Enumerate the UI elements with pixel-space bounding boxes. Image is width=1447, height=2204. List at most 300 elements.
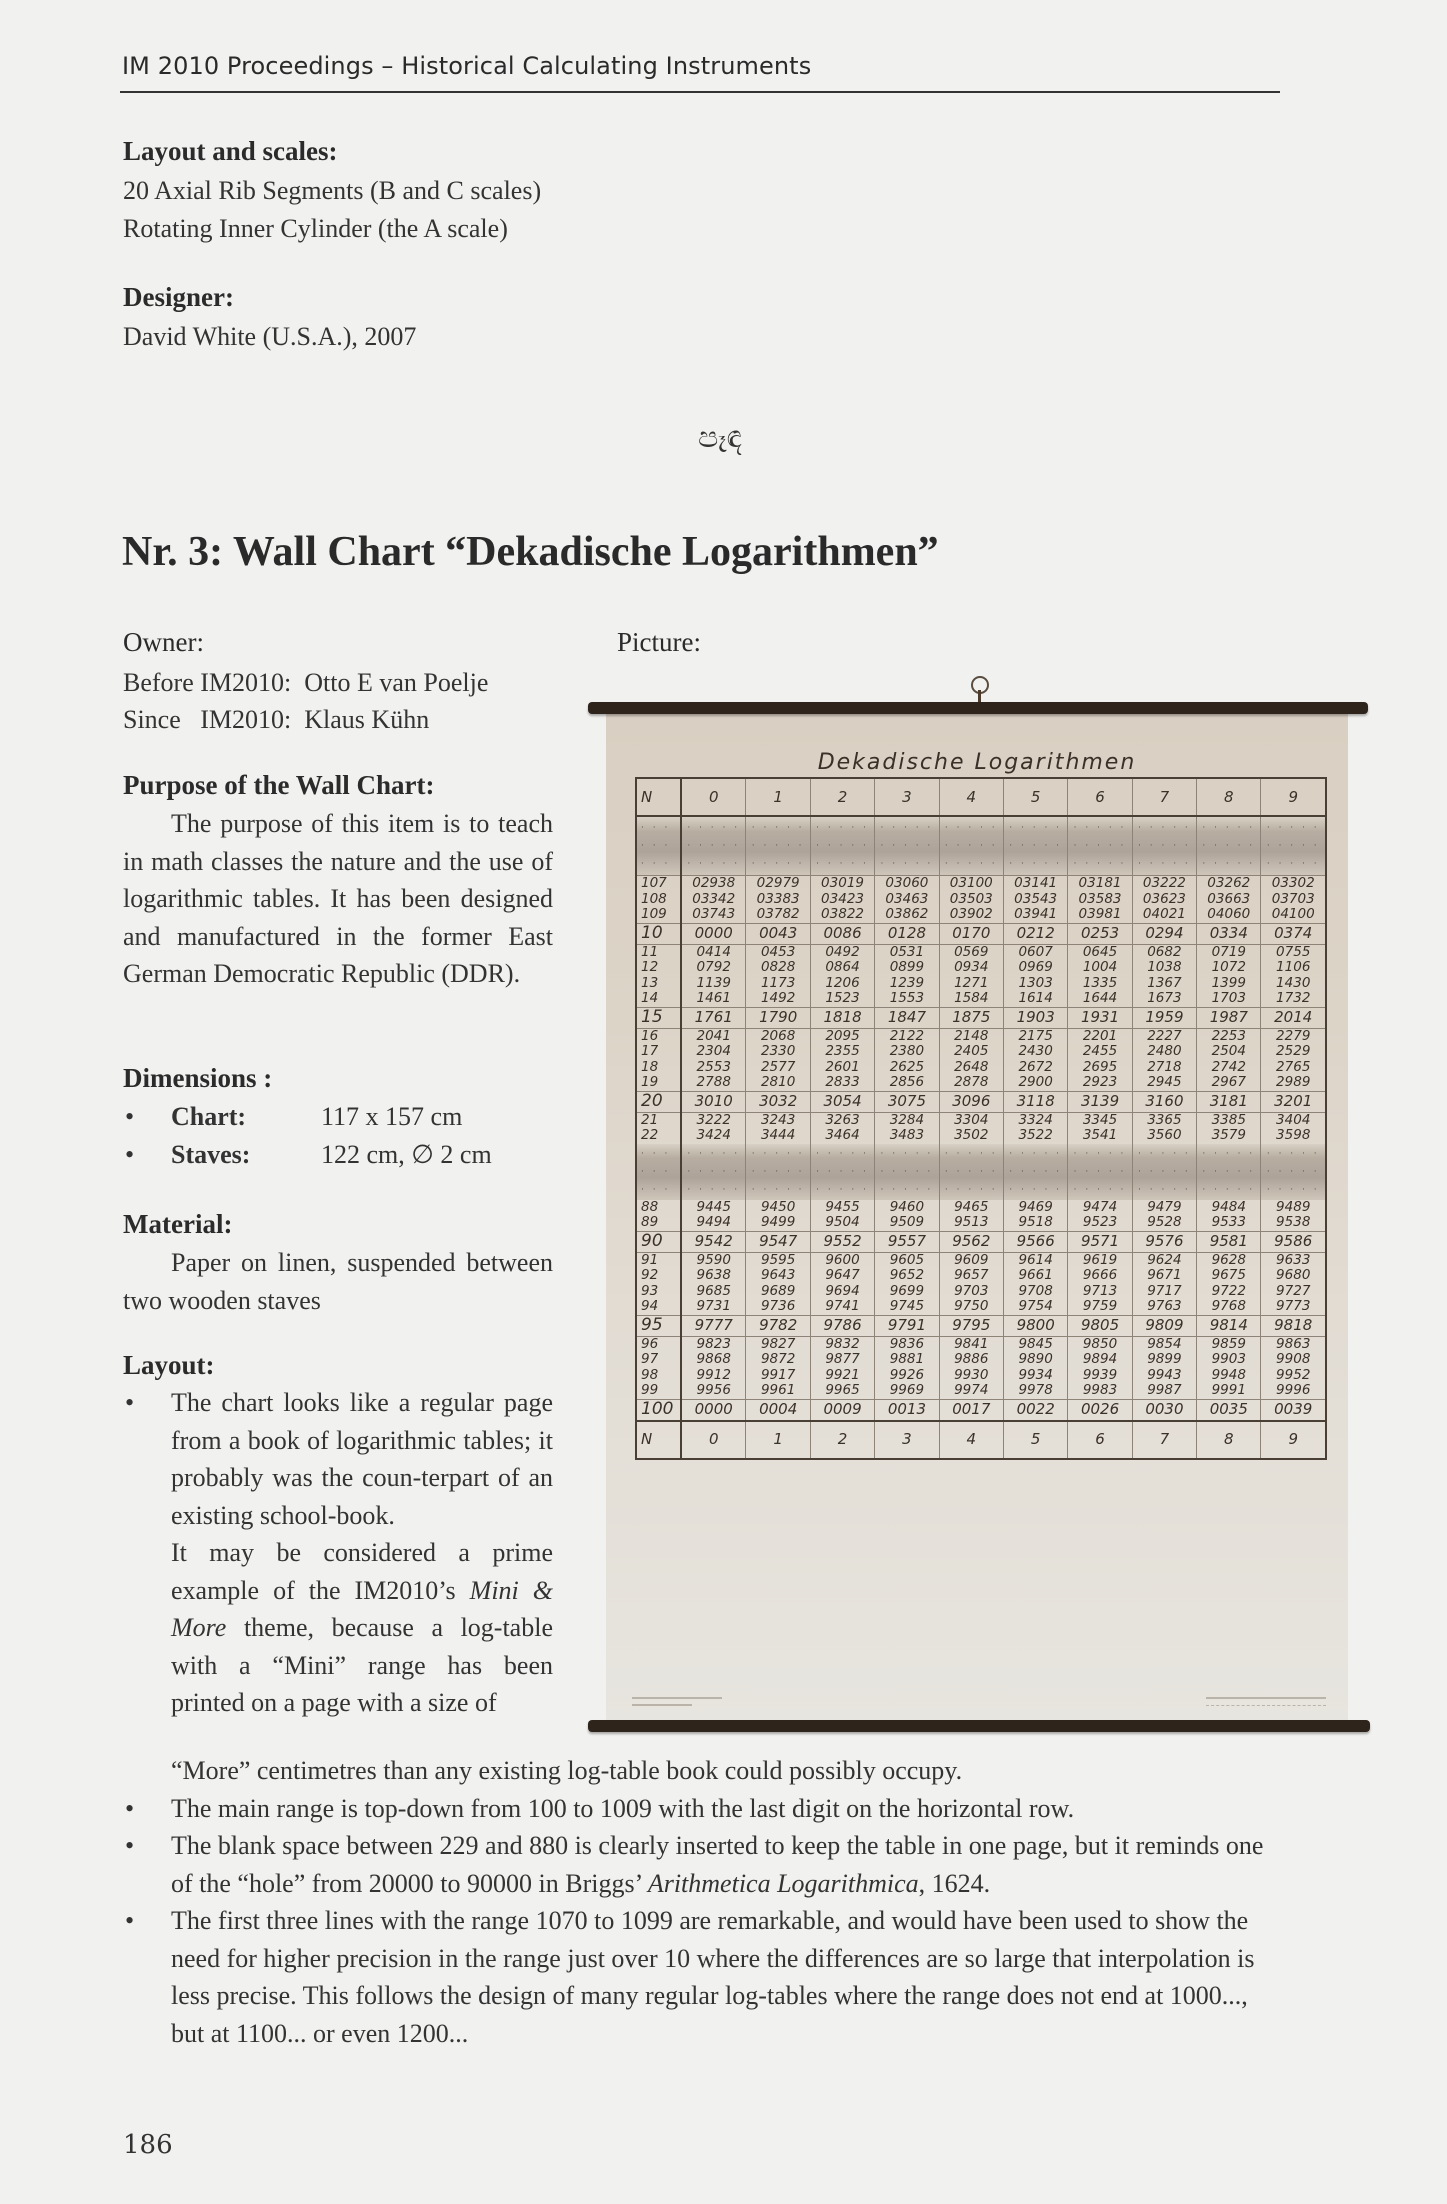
- mantissa-cell: 2480: [1132, 1044, 1196, 1060]
- omitted-marks: · · · · ·: [944, 1184, 998, 1195]
- row-number: 89: [636, 1215, 681, 1231]
- header-digit: 9: [1261, 1421, 1326, 1459]
- mantissa-cell: 9854: [1132, 1336, 1196, 1352]
- mantissa-cell: 3096: [939, 1091, 1003, 1112]
- mantissa-cell: 2648: [939, 1060, 1003, 1076]
- mantissa-cell: 9469: [1003, 1200, 1067, 1216]
- row-number: 10: [636, 923, 681, 944]
- mantissa-cell: 2122: [875, 1028, 939, 1044]
- mantissa-cell: 1903: [1003, 1007, 1067, 1028]
- omitted-marks: · · ·: [641, 859, 671, 869]
- mantissa-cell: 1004: [1068, 960, 1132, 976]
- owner-before: Before IM2010: Otto E van Poelje: [123, 668, 489, 697]
- mantissa-cell: 1553: [875, 991, 939, 1007]
- layout-bullet-3-year: , 1624.: [918, 1868, 991, 1898]
- mantissa-cell: 9773: [1261, 1299, 1326, 1315]
- mantissa-cell: 1614: [1003, 991, 1067, 1007]
- omitted-marks: · · · · ·: [944, 823, 998, 833]
- mantissa-cell: 9671: [1132, 1268, 1196, 1284]
- mantissa-cell: 0004: [746, 1399, 810, 1421]
- mantissa-cell: 0334: [1197, 923, 1261, 944]
- mantissa-cell: 9542: [681, 1231, 746, 1252]
- omitted-marks: · · · · ·: [1138, 1184, 1191, 1195]
- row-number: 12: [636, 960, 681, 976]
- mantissa-cell: 0026: [1068, 1399, 1132, 1421]
- mantissa-cell: 0531: [875, 944, 939, 960]
- mantissa-cell: 0414: [681, 944, 746, 960]
- mantissa-cell: 0682: [1132, 944, 1196, 960]
- mantissa-cell: 9832: [810, 1336, 874, 1352]
- omitted-marks: · · ·: [641, 1166, 671, 1177]
- omitted-cell: [1132, 1144, 1196, 1200]
- mantissa-cell: 3304: [939, 1112, 1003, 1128]
- mantissa-cell: 2856: [875, 1075, 939, 1091]
- mantissa-cell: 3579: [1197, 1128, 1261, 1144]
- layout-line-1: 20 Axial Rib Segments (B and C scales): [123, 176, 542, 205]
- omitted-cell: [939, 1144, 1003, 1200]
- mantissa-cell: 3201: [1261, 1091, 1326, 1112]
- header-digit: 3: [875, 778, 939, 816]
- mantissa-cell: 0453: [746, 944, 810, 960]
- mantissa-cell: 9786: [810, 1315, 874, 1336]
- row-number: 17: [636, 1044, 681, 1060]
- mantissa-cell: 0000: [681, 923, 746, 944]
- layout-list-narrow: [123, 1384, 553, 1722]
- mantissa-cell: 9750: [939, 1299, 1003, 1315]
- table-row: [636, 923, 1326, 944]
- omitted-range-band: [636, 1144, 1326, 1200]
- omitted-marks: · · · · ·: [1009, 1184, 1063, 1195]
- layout-heading: Layout:: [123, 1350, 215, 1380]
- mantissa-cell: 9628: [1197, 1252, 1261, 1268]
- mantissa-cell: 3464: [810, 1128, 874, 1144]
- mantissa-cell: 9782: [746, 1315, 810, 1336]
- mantissa-cell: 03060: [875, 876, 939, 892]
- mantissa-cell: 2355: [810, 1044, 874, 1060]
- mantissa-cell: 3365: [1132, 1112, 1196, 1128]
- entry-title: Nr. 3: Wall Chart “Dekadische Logarithmen”: [122, 529, 939, 575]
- mantissa-cell: 1038: [1132, 960, 1196, 976]
- omitted-cell: [1261, 816, 1326, 876]
- mantissa-cell: 2014: [1261, 1007, 1326, 1028]
- mantissa-cell: 02938: [681, 876, 746, 892]
- mantissa-cell: 9903: [1197, 1352, 1261, 1368]
- mantissa-cell: 0492: [810, 944, 874, 960]
- header-digit: 8: [1197, 1421, 1261, 1459]
- mantissa-cell: 03743: [681, 907, 746, 923]
- mantissa-cell: 2041: [681, 1028, 746, 1044]
- omitted-marks: · · · · ·: [687, 841, 741, 851]
- mini-more-italic-1: Mini &: [469, 1575, 553, 1605]
- mantissa-cell: 03782: [746, 907, 810, 923]
- mantissa-cell: 0569: [939, 944, 1003, 960]
- omitted-marks: · · · · ·: [687, 1166, 741, 1177]
- mantissa-cell: 9609: [939, 1252, 1003, 1268]
- header-row: [636, 778, 1326, 816]
- mantissa-cell: 9926: [875, 1368, 939, 1384]
- mantissa-cell: 03822: [810, 907, 874, 923]
- mantissa-cell: 2923: [1068, 1075, 1132, 1091]
- mantissa-cell: 9547: [746, 1231, 810, 1252]
- row-number: 18: [636, 1060, 681, 1076]
- header-digit: 7: [1132, 778, 1196, 816]
- table-row: [636, 976, 1326, 992]
- row-number: 13: [636, 976, 681, 992]
- mantissa-cell: 9930: [939, 1368, 1003, 1384]
- mantissa-cell: 03383: [746, 892, 810, 908]
- mantissa-cell: 0009: [810, 1399, 874, 1421]
- mantissa-cell: 9894: [1068, 1352, 1132, 1368]
- mantissa-cell: 9987: [1132, 1383, 1196, 1399]
- table-row: [636, 1399, 1326, 1421]
- mantissa-cell: 1931: [1068, 1007, 1132, 1028]
- row-number: 98: [636, 1368, 681, 1384]
- row-number: 91: [636, 1252, 681, 1268]
- omitted-cell: [681, 816, 746, 876]
- mantissa-cell: 9939: [1068, 1368, 1132, 1384]
- omitted-marks: · · · · ·: [944, 859, 998, 869]
- mantissa-cell: 9859: [1197, 1336, 1261, 1352]
- mantissa-cell: 0719: [1197, 944, 1261, 960]
- omitted-cell: [810, 1144, 874, 1200]
- mantissa-cell: 03262: [1197, 876, 1261, 892]
- row-number: 14: [636, 991, 681, 1007]
- table-row: [636, 1091, 1326, 1112]
- mantissa-cell: 03181: [1068, 876, 1132, 892]
- omitted-cell: [746, 816, 810, 876]
- mantissa-cell: 1703: [1197, 991, 1261, 1007]
- mantissa-cell: 9624: [1132, 1252, 1196, 1268]
- mantissa-cell: 1335: [1068, 976, 1132, 992]
- table-row: [636, 1383, 1326, 1399]
- mantissa-cell: 9965: [810, 1383, 874, 1399]
- picture-label: Picture:: [617, 627, 701, 657]
- mantissa-cell: 2967: [1197, 1075, 1261, 1091]
- dimensions-heading: Dimensions :: [123, 1063, 273, 1093]
- publisher-imprint-2: [632, 1704, 692, 1706]
- designer-line: David White (U.S.A.), 2007: [123, 322, 417, 351]
- omitted-cell: [1068, 1144, 1132, 1200]
- mantissa-cell: 0030: [1132, 1399, 1196, 1421]
- mantissa-cell: 9619: [1068, 1252, 1132, 1268]
- mantissa-cell: 9509: [875, 1215, 939, 1231]
- wall-chart-title: Dekadische Logarithmen: [817, 750, 1137, 775]
- table-row: [636, 876, 1326, 892]
- omitted-marks: · · · · ·: [1073, 859, 1127, 869]
- omitted-marks: · · · · ·: [1266, 823, 1320, 833]
- mantissa-cell: 9886: [939, 1352, 1003, 1368]
- mantissa-cell: 9823: [681, 1336, 746, 1352]
- mantissa-cell: 2330: [746, 1044, 810, 1060]
- mantissa-cell: 9586: [1261, 1231, 1326, 1252]
- row-number: 88: [636, 1200, 681, 1216]
- mantissa-cell: 9504: [810, 1215, 874, 1231]
- mantissa-cell: 9877: [810, 1352, 874, 1368]
- print-mark-2: [1206, 1705, 1326, 1708]
- omitted-marks: · · · · ·: [816, 859, 869, 869]
- mantissa-cell: 3385: [1197, 1112, 1261, 1128]
- mantissa-cell: 9996: [1261, 1383, 1326, 1399]
- header-digit: 2: [810, 778, 874, 816]
- mantissa-cell: 9533: [1197, 1215, 1261, 1231]
- table-row: [636, 907, 1326, 923]
- mantissa-cell: 03019: [810, 876, 874, 892]
- mantissa-cell: 9689: [746, 1284, 810, 1300]
- mantissa-cell: 9484: [1197, 1200, 1261, 1216]
- mantissa-cell: 2788: [681, 1075, 746, 1091]
- omitted-marks: · · · · ·: [1138, 1148, 1191, 1159]
- mantissa-cell: 9727: [1261, 1284, 1326, 1300]
- mantissa-cell: 2695: [1068, 1060, 1132, 1076]
- mantissa-cell: 3054: [810, 1091, 874, 1112]
- mantissa-cell: 02979: [746, 876, 810, 892]
- omitted-marks: · · · · ·: [1009, 1148, 1063, 1159]
- mantissa-cell: 1847: [875, 1007, 939, 1028]
- omitted-marks: · · · · ·: [1009, 841, 1063, 851]
- mantissa-cell: 1875: [939, 1007, 1003, 1028]
- mantissa-cell: 9845: [1003, 1336, 1067, 1352]
- mantissa-cell: 2279: [1261, 1028, 1326, 1044]
- mantissa-cell: 03463: [875, 892, 939, 908]
- header-digit: 6: [1068, 1421, 1132, 1459]
- mantissa-cell: 03503: [939, 892, 1003, 908]
- mantissa-cell: 9708: [1003, 1284, 1067, 1300]
- mini-more-text-a: It may be considered a prime example of the IM2010’s: [171, 1538, 553, 1605]
- mantissa-cell: 04100: [1261, 907, 1326, 923]
- row-number: 100: [636, 1399, 681, 1421]
- omitted-marks: · · · · ·: [880, 1148, 934, 1159]
- mantissa-cell: 3243: [746, 1112, 810, 1128]
- row-number: 90: [636, 1231, 681, 1252]
- header-n: N: [636, 778, 681, 816]
- header-digit: 8: [1197, 778, 1261, 816]
- mantissa-cell: 2553: [681, 1060, 746, 1076]
- purpose-heading: Purpose of the Wall Chart:: [123, 770, 435, 800]
- mantissa-cell: 3222: [681, 1112, 746, 1128]
- omitted-cell: [1197, 816, 1261, 876]
- mantissa-cell: 1173: [746, 976, 810, 992]
- table-row: [636, 1368, 1326, 1384]
- header-digit: 0: [681, 778, 746, 816]
- mantissa-cell: 2900: [1003, 1075, 1067, 1091]
- layout-bullet-3-text: The blank space between 229 and 880 is clearly inserted to keep the table in one page, but it reminds one of the “hole” from 20000 to 90000 in Briggs’: [171, 1831, 1264, 1898]
- omitted-marks: · · · · ·: [816, 823, 869, 833]
- mantissa-cell: 0017: [939, 1399, 1003, 1421]
- mantissa-cell: 0755: [1261, 944, 1326, 960]
- mantissa-cell: 9872: [746, 1352, 810, 1368]
- mantissa-cell: 9921: [810, 1368, 874, 1384]
- mantissa-cell: 9717: [1132, 1284, 1196, 1300]
- mantissa-cell: 9991: [1197, 1383, 1261, 1399]
- mantissa-cell: 3541: [1068, 1128, 1132, 1144]
- header-rule: [120, 91, 1280, 93]
- mantissa-cell: 2672: [1003, 1060, 1067, 1076]
- omitted-marks: · · · · ·: [1202, 1184, 1256, 1195]
- mantissa-cell: 03141: [1003, 876, 1067, 892]
- omitted-marks: · · · · ·: [1202, 1148, 1256, 1159]
- omitted-marks: · · · · ·: [1202, 1166, 1256, 1177]
- omitted-marks: · · · · ·: [944, 841, 998, 851]
- designer-heading: Designer:: [123, 282, 234, 312]
- mantissa-cell: 3160: [1132, 1091, 1196, 1112]
- mantissa-cell: 04060: [1197, 907, 1261, 923]
- mantissa-cell: 1790: [746, 1007, 810, 1028]
- mantissa-cell: 2380: [875, 1044, 939, 1060]
- mantissa-cell: 9952: [1261, 1368, 1326, 1384]
- mantissa-cell: 9479: [1132, 1200, 1196, 1216]
- top-stave: [588, 702, 1368, 714]
- mantissa-cell: 3324: [1003, 1112, 1067, 1128]
- omitted-marks: · · · · ·: [1266, 859, 1320, 869]
- omitted-cell: [681, 1144, 746, 1200]
- header-digit: 6: [1068, 778, 1132, 816]
- mantissa-cell: 03222: [1132, 876, 1196, 892]
- omitted-marks: · · · · ·: [751, 1184, 805, 1195]
- table-row: [636, 1299, 1326, 1315]
- mantissa-cell: 9814: [1197, 1315, 1261, 1336]
- mantissa-cell: 03302: [1261, 876, 1326, 892]
- dimension-chart: [123, 1098, 553, 1136]
- mantissa-cell: 1584: [939, 991, 1003, 1007]
- mantissa-cell: 1523: [810, 991, 874, 1007]
- mantissa-cell: 2718: [1132, 1060, 1196, 1076]
- table-row: [636, 1284, 1326, 1300]
- row-number: 96: [636, 1336, 681, 1352]
- mantissa-cell: 1818: [810, 1007, 874, 1028]
- mantissa-cell: 9538: [1261, 1215, 1326, 1231]
- omitted-cell: [875, 816, 939, 876]
- mantissa-cell: 9777: [681, 1315, 746, 1336]
- mantissa-cell: 3010: [681, 1091, 746, 1112]
- mantissa-cell: 9890: [1003, 1352, 1067, 1368]
- section-ornament: පෑඳ: [698, 420, 742, 455]
- mantissa-cell: 9465: [939, 1200, 1003, 1216]
- row-number: 95: [636, 1315, 681, 1336]
- table-row: [636, 892, 1326, 908]
- row-number: 107: [636, 876, 681, 892]
- mantissa-cell: 1303: [1003, 976, 1067, 992]
- chart-paper: [606, 712, 1348, 1722]
- mantissa-cell: 3424: [681, 1128, 746, 1144]
- purpose-text: The purpose of this item is to teach in math classes the nature and the use of logarithmic tables. It has been designed and manufactured in the former East German Democratic Republic (DDR).: [123, 809, 553, 988]
- header-digit: 5: [1003, 1421, 1067, 1459]
- omitted-cell: [1003, 816, 1067, 876]
- omitted-marks: · · · · ·: [687, 859, 741, 869]
- row-number: 11: [636, 944, 681, 960]
- mantissa-cell: 9943: [1132, 1368, 1196, 1384]
- mantissa-cell: 3560: [1132, 1128, 1196, 1144]
- mantissa-cell: 9576: [1132, 1231, 1196, 1252]
- mantissa-cell: 9917: [746, 1368, 810, 1384]
- mantissa-cell: 9741: [810, 1299, 874, 1315]
- mantissa-cell: 2878: [939, 1075, 1003, 1091]
- mantissa-cell: 9978: [1003, 1383, 1067, 1399]
- mantissa-cell: 9827: [746, 1336, 810, 1352]
- mantissa-cell: 03941: [1003, 907, 1067, 923]
- layout-and-scales-heading: Layout and scales:: [123, 136, 338, 166]
- mantissa-cell: 9694: [810, 1284, 874, 1300]
- omitted-marks: · · · · ·: [1138, 823, 1191, 833]
- table-row: [636, 1268, 1326, 1284]
- mantissa-cell: 9836: [875, 1336, 939, 1352]
- mantissa-cell: 2304: [681, 1044, 746, 1060]
- mantissa-cell: 0000: [681, 1399, 746, 1421]
- table-row: [636, 1128, 1326, 1144]
- mantissa-cell: 9863: [1261, 1336, 1326, 1352]
- header-digit: 3: [875, 1421, 939, 1459]
- mantissa-cell: 0039: [1261, 1399, 1326, 1421]
- mantissa-cell: 9513: [939, 1215, 1003, 1231]
- layout-bullet-4-text: The first three lines with the range 1070 to 1099 are remarkable, and would have been used to show the need for higher precision in the range just over 10 where the differences are so large that interpolation is less precise. This follows the design of many regular log-tables where the range does not end at 1000..., but at 1100... or even 1200...: [171, 1906, 1255, 2048]
- header-n: N: [636, 1421, 681, 1459]
- omitted-marks: · · · · ·: [1266, 1148, 1320, 1159]
- mantissa-cell: 0170: [939, 923, 1003, 944]
- mini-more-paragraph: [171, 1534, 553, 1722]
- mantissa-cell: 9657: [939, 1268, 1003, 1284]
- mantissa-cell: 03100: [939, 876, 1003, 892]
- table-row: [636, 1075, 1326, 1091]
- mantissa-cell: 2455: [1068, 1044, 1132, 1060]
- mantissa-cell: 9795: [939, 1315, 1003, 1336]
- mantissa-cell: 1367: [1132, 976, 1196, 992]
- omitted-cell: [939, 816, 1003, 876]
- mantissa-cell: 03902: [939, 907, 1003, 923]
- mantissa-cell: 1673: [1132, 991, 1196, 1007]
- mantissa-cell: 3483: [875, 1128, 939, 1144]
- table-row: [636, 1215, 1326, 1231]
- mantissa-cell: 9666: [1068, 1268, 1132, 1284]
- mantissa-cell: 1399: [1197, 976, 1261, 992]
- mantissa-cell: 0294: [1132, 923, 1196, 944]
- omitted-marks: · · · · ·: [751, 1166, 805, 1177]
- material-heading: Material:: [123, 1209, 233, 1239]
- mantissa-cell: 9948: [1197, 1368, 1261, 1384]
- omitted-marks: · · · · ·: [1266, 841, 1320, 851]
- mantissa-cell: 9494: [681, 1215, 746, 1231]
- table-row: [636, 1112, 1326, 1128]
- mantissa-cell: 3404: [1261, 1112, 1326, 1128]
- mantissa-cell: 9643: [746, 1268, 810, 1284]
- mantissa-cell: 1959: [1132, 1007, 1196, 1028]
- mantissa-cell: 9809: [1132, 1315, 1196, 1336]
- print-mark: [1206, 1697, 1326, 1699]
- row-number: 99: [636, 1383, 681, 1399]
- table-row: [636, 1200, 1326, 1216]
- mantissa-cell: 2227: [1132, 1028, 1196, 1044]
- dimension-value: 122 cm, ∅ 2 cm: [321, 1139, 492, 1169]
- mantissa-cell: 9680: [1261, 1268, 1326, 1284]
- mantissa-cell: 3263: [810, 1112, 874, 1128]
- mantissa-cell: 03543: [1003, 892, 1067, 908]
- mantissa-cell: 3345: [1068, 1112, 1132, 1128]
- omitted-marks: · · · · ·: [1138, 1166, 1191, 1177]
- omitted-cell: [1132, 816, 1196, 876]
- mantissa-cell: 1072: [1197, 960, 1261, 976]
- layout-bullet-1-text: The chart looks like a regular page from a book of logarithmic tables; it probably was the coun-terpart of an existing school-book.: [171, 1388, 553, 1530]
- omitted-marks: · · · · ·: [816, 841, 869, 851]
- mantissa-cell: 9450: [746, 1200, 810, 1216]
- page-number: 186: [123, 2130, 173, 2160]
- mantissa-cell: 9934: [1003, 1368, 1067, 1384]
- dimension-label: • Staves:: [171, 1139, 251, 1169]
- mantissa-cell: 0969: [1003, 960, 1067, 976]
- mantissa-cell: 9805: [1068, 1315, 1132, 1336]
- publisher-imprint: [632, 1697, 722, 1699]
- layout-bullet-2-text: The main range is top-down from 100 to 1009 with the last digit on the horizontal row.: [171, 1793, 1075, 1823]
- header-digit: 7: [1132, 1421, 1196, 1459]
- mantissa-cell: 9736: [746, 1299, 810, 1315]
- mantissa-cell: 9552: [810, 1231, 874, 1252]
